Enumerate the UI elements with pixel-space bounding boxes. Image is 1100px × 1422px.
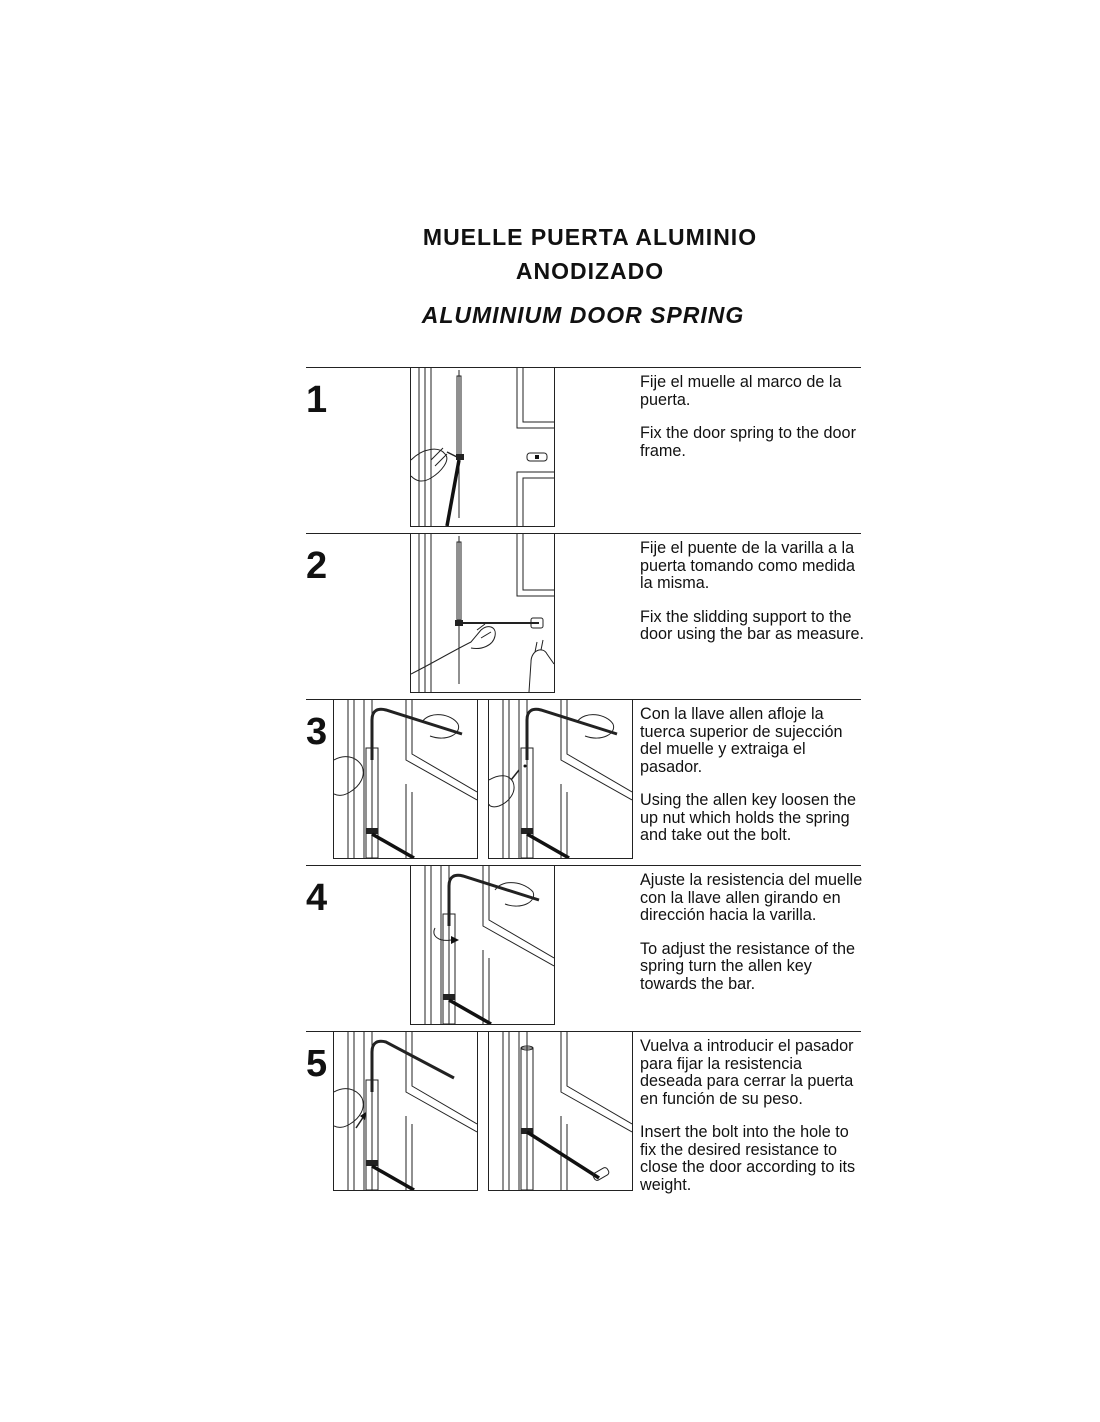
step-number: 4: [306, 877, 328, 919]
step-4-english: To adjust the resistance of the spring turn the allen key towards the bar.: [640, 939, 856, 993]
step-number: 1: [306, 379, 328, 421]
title-line-2: ANODIZADO: [515, 258, 665, 284]
step-2-illustration: [410, 533, 555, 693]
step-5-illustration-a: [333, 1031, 478, 1191]
step-number: 3: [306, 711, 328, 753]
divider: [306, 367, 861, 368]
step-5-text: [640, 1038, 865, 1210]
step-3-english: Using the allen key loosen the up nut which holds the spring and take out the bolt.: [640, 791, 856, 844]
step-5-english: Insert the bolt into the hole to fix the desired resistance to close the door according to its weight.: [640, 1123, 856, 1194]
step-3-illustration-b: [488, 699, 633, 859]
step-4-spanish: Ajuste la resistencia del muelle con la llave allen girando en dirección hacia la varilla.: [640, 871, 863, 924]
document-subtitle: ALUMINIUM DOOR SPRING: [421, 302, 745, 328]
step-4-illustration: [410, 865, 555, 1025]
document-title: [0, 220, 1100, 288]
step-2-english: Fix the slidding support to the door using the bar as measure.: [640, 607, 865, 643]
step-3-spanish: Con la llave allen afloje la tuerca superior de sujección del muelle y extraiga el pasador.: [640, 705, 843, 776]
step-number: 5: [306, 1043, 328, 1085]
step-2-spanish: Fije el puente de la varilla a la puerta tomando como medida la misma.: [640, 539, 856, 592]
step-5-illustration-b: [488, 1031, 633, 1191]
step-1-illustration: [410, 367, 555, 527]
divider: [306, 533, 861, 534]
step-number: 2: [306, 545, 328, 587]
step-2-text: [640, 540, 865, 660]
divider: [306, 865, 861, 866]
step-1-english: Fix the door spring to the door frame.: [640, 424, 856, 460]
step-4-text: [640, 872, 865, 1009]
step-3-text: [640, 706, 865, 861]
title-line-1: MUELLE PUERTA ALUMINIO: [422, 224, 758, 250]
step-5-spanish: Vuelva a introducir el pasador para fijar la resistencia deseada para cerrar la puerta en función de su peso.: [640, 1037, 854, 1108]
step-1-text: [640, 374, 865, 476]
step-3-illustration-a: [333, 699, 478, 859]
step-1-spanish: Fije el muelle al marco de la puerta.: [640, 373, 842, 409]
